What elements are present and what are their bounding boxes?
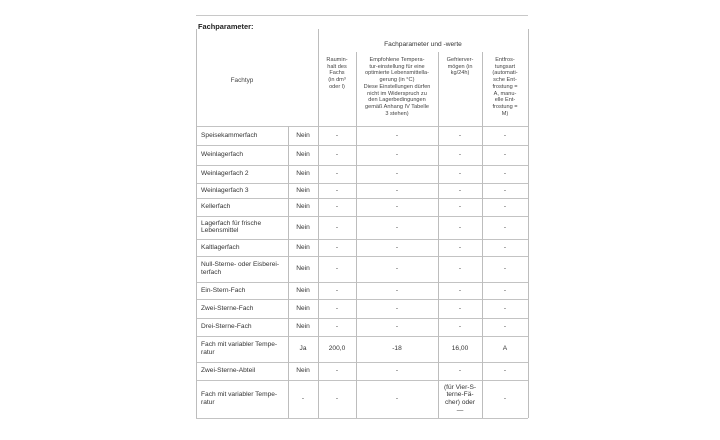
- value-line: -: [395, 286, 399, 294]
- column-header-abtau: [482, 57, 528, 117]
- value-cell: [356, 132, 438, 140]
- row-name: [201, 187, 287, 195]
- row-name-line: terfach: [201, 268, 222, 276]
- row-name-line: Lagerfach für frische: [201, 219, 262, 227]
- row-divider: [196, 126, 528, 127]
- row-divider: [196, 198, 528, 199]
- row-name-line: Kaltlagerfach: [201, 243, 240, 251]
- value-cell: [482, 367, 528, 375]
- value-cell: [318, 287, 356, 295]
- column-header-line: optimierte Lebensmittella-: [364, 70, 430, 77]
- present-cell: Nein: [296, 243, 310, 251]
- col-divider: [196, 29, 197, 418]
- row-name: [201, 391, 287, 406]
- value-cell: [318, 244, 356, 252]
- value-line: terne-Fä-: [446, 391, 474, 399]
- row-divider: [196, 418, 528, 419]
- present-cell: Nein: [296, 203, 310, 211]
- value-cell: [356, 323, 438, 331]
- row-name: [201, 203, 287, 211]
- present-cell: Nein: [296, 265, 310, 273]
- row-divider: [196, 282, 528, 283]
- value-cell: [438, 345, 482, 353]
- row-name: [201, 132, 287, 140]
- row-name: [201, 323, 287, 331]
- value-cell: [318, 323, 356, 331]
- value-cell: [356, 203, 438, 211]
- column-header-line: frostung =: [492, 83, 518, 90]
- present-cell: Nein: [296, 186, 310, 194]
- present-cell: Nein: [296, 151, 310, 159]
- value-line: -: [395, 151, 399, 159]
- value-line: -: [503, 304, 507, 312]
- value-cell: [356, 345, 438, 353]
- value-cell: [356, 151, 438, 159]
- row-name: [201, 305, 287, 313]
- value-cell: [438, 244, 482, 252]
- row-divider: [196, 336, 528, 337]
- column-header-line: den Lagerbedingungen: [368, 97, 426, 104]
- value-cell: [438, 203, 482, 211]
- row-divider: [196, 183, 528, 184]
- value-line: -: [503, 243, 507, 251]
- value-cell: [318, 187, 356, 195]
- value-line: -: [503, 395, 507, 403]
- value-cell: [318, 395, 356, 403]
- value-line: -: [335, 223, 339, 231]
- value-cell: [318, 224, 356, 232]
- value-line: -: [335, 395, 339, 403]
- col-divider: [356, 52, 357, 418]
- value-cell: [482, 287, 528, 295]
- column-header-line: (in dm³: [328, 77, 346, 84]
- value-line: -: [335, 304, 339, 312]
- column-header-line: Empfohlene Tempera-: [369, 57, 425, 63]
- value-cell: [356, 395, 438, 403]
- row-divider: [196, 239, 528, 240]
- value-cell: [356, 244, 438, 252]
- row-name-line: Null-Sterne- oder Eisberei-: [201, 261, 280, 269]
- value-line: -: [503, 203, 507, 211]
- value-line: -: [335, 265, 339, 273]
- row-divider: [196, 256, 528, 257]
- column-header-line: tungsart: [494, 63, 516, 70]
- value-line: -: [395, 265, 399, 273]
- top-rule: [196, 15, 528, 16]
- row-name: [201, 151, 287, 159]
- present-cell: -: [301, 395, 305, 403]
- row-name: [201, 341, 287, 356]
- value-line: -: [503, 323, 507, 331]
- present-cell: Nein: [296, 131, 310, 139]
- value-cell: [482, 323, 528, 331]
- value-line: -: [458, 367, 462, 375]
- value-cell: [482, 224, 528, 232]
- value-cell: [482, 395, 528, 403]
- row-name: [201, 261, 287, 276]
- value-cell: [318, 170, 356, 178]
- value-line: -: [503, 170, 507, 178]
- row-name-line: Ein-Stern-Fach: [201, 286, 246, 294]
- row-name-line: Weinlagerfach 3: [201, 186, 249, 194]
- column-header-temperatur: [356, 57, 438, 117]
- value-cell: [438, 170, 482, 178]
- value-cell: [438, 265, 482, 273]
- present-cell: Nein: [296, 323, 310, 331]
- value-line: -: [503, 223, 507, 231]
- value-line: -: [335, 170, 339, 178]
- column-header-gefrier: [438, 57, 482, 77]
- value-cell: [318, 345, 356, 353]
- column-header-line: oder l): [329, 83, 345, 90]
- value-cell: [482, 345, 528, 353]
- value-cell: [356, 305, 438, 313]
- row-divider: [196, 362, 528, 363]
- row-divider: [196, 299, 528, 300]
- row-name-line: Zwei-Sterne-Abteil: [201, 367, 256, 375]
- value-line: -: [458, 151, 462, 159]
- column-header-line: sche Ent-: [493, 77, 517, 84]
- value-cell: [482, 132, 528, 140]
- value-line: -: [335, 186, 339, 194]
- value-line: -: [335, 151, 339, 159]
- value-line: -: [335, 131, 339, 139]
- column-header-line: Entfros-: [495, 57, 515, 63]
- value-line: -: [503, 367, 507, 375]
- column-header-line: M): [501, 110, 509, 117]
- value-cell: [438, 323, 482, 331]
- value-cell: [438, 305, 482, 313]
- value-cell: [482, 203, 528, 211]
- row-name-line: Drei-Sterne-Fach: [201, 323, 252, 331]
- row-name: [201, 367, 287, 375]
- value-cell: [482, 244, 528, 252]
- value-line: A: [502, 345, 508, 353]
- row-name-line: Kellerfach: [201, 203, 231, 211]
- col-divider: [482, 52, 483, 418]
- row-name-line: Fach mit variabler Tempe-: [201, 341, 278, 349]
- column-header-rauminhalt: [318, 57, 356, 91]
- row-name: [201, 287, 287, 295]
- present-cell: Nein: [296, 304, 310, 312]
- present-cell: Ja: [299, 345, 307, 353]
- value-cell: [438, 132, 482, 140]
- present-cell: Nein: [296, 286, 310, 294]
- value-cell: [356, 187, 438, 195]
- value-line: (für Vier-S-: [443, 383, 477, 391]
- row-name-line: ratur: [201, 398, 215, 406]
- value-cell: [356, 224, 438, 232]
- row-name-line: Zwei-Sterne-Fach: [201, 304, 254, 312]
- value-line: -: [503, 265, 507, 273]
- value-line: -: [458, 223, 462, 231]
- row-divider: [196, 165, 528, 166]
- value-line: 16,00: [451, 345, 469, 353]
- value-line: -: [395, 203, 399, 211]
- value-cell: [438, 287, 482, 295]
- row-divider: [196, 380, 528, 381]
- value-cell: [482, 151, 528, 159]
- value-cell: [438, 224, 482, 232]
- column-header-line: frostung =: [492, 103, 518, 110]
- column-header-line: tur-einstellung für eine: [369, 63, 425, 70]
- value-cell: [318, 367, 356, 375]
- value-line: -: [458, 170, 462, 178]
- column-header-line: 3 stehen): [385, 110, 409, 117]
- value-line: -: [395, 131, 399, 139]
- fachtyp-header: Fachtyp: [230, 77, 254, 84]
- value-cell: [482, 305, 528, 313]
- column-header-line: kg/24h): [450, 70, 470, 77]
- value-line: -18: [392, 345, 402, 353]
- value-line: -: [395, 395, 399, 403]
- value-line: -: [395, 243, 399, 251]
- value-cell: [356, 287, 438, 295]
- row-name-line: ratur: [201, 348, 215, 356]
- value-line: 200,0: [328, 345, 346, 353]
- column-header-line: mögen (in: [447, 63, 473, 70]
- value-line: -: [503, 186, 507, 194]
- row-name: [201, 244, 287, 252]
- column-header-line: nicht im Widerspruch zu: [367, 90, 427, 97]
- column-header-line: elle Ent-: [494, 97, 516, 104]
- column-header-line: Fachs: [329, 70, 345, 77]
- value-cell: [318, 265, 356, 273]
- value-line: -: [335, 286, 339, 294]
- value-line: -: [458, 323, 462, 331]
- value-line: -: [458, 203, 462, 211]
- row-divider: [196, 318, 528, 319]
- value-line: -: [335, 203, 339, 211]
- column-header-line: (automati-: [492, 70, 518, 77]
- value-line: -: [458, 265, 462, 273]
- value-cell: [318, 203, 356, 211]
- row-divider: [196, 216, 528, 217]
- row-name-line: Speisekammerfach: [201, 131, 258, 139]
- value-cell: [482, 170, 528, 178]
- value-line: —: [456, 406, 464, 414]
- value-line: -: [395, 367, 399, 375]
- value-line: cher) oder: [444, 398, 476, 406]
- col-divider: [528, 29, 529, 418]
- value-cell: [438, 187, 482, 195]
- value-cell: [356, 265, 438, 273]
- present-cell: Nein: [296, 367, 310, 375]
- value-cell: [318, 151, 356, 159]
- value-line: -: [458, 304, 462, 312]
- column-header-line: halt des: [327, 63, 347, 70]
- value-cell: [438, 367, 482, 375]
- row-name-line: Weinlagerfach: [201, 151, 244, 159]
- value-line: -: [395, 323, 399, 331]
- present-cell: Nein: [296, 170, 310, 178]
- column-header-line: A, manu-: [493, 90, 517, 97]
- value-cell: [482, 265, 528, 273]
- row-name: [201, 220, 287, 235]
- section-heading: Fachparameter:: [198, 22, 254, 31]
- present-cell: Nein: [296, 223, 310, 231]
- value-line: -: [395, 304, 399, 312]
- column-header-line: Raumin-: [326, 57, 348, 63]
- row-name-line: Fach mit variabler Tempe-: [201, 391, 278, 399]
- value-line: -: [458, 243, 462, 251]
- row-name: [201, 170, 287, 178]
- row-divider: [196, 145, 528, 146]
- value-line: -: [335, 367, 339, 375]
- value-line: -: [503, 151, 507, 159]
- value-line: -: [335, 243, 339, 251]
- value-cell: [438, 384, 482, 414]
- value-cell: [318, 132, 356, 140]
- value-line: -: [503, 286, 507, 294]
- value-cell: [438, 151, 482, 159]
- value-cell: [318, 305, 356, 313]
- value-cell: [356, 170, 438, 178]
- value-line: -: [395, 223, 399, 231]
- group-header: Fachparameter und -werte: [384, 41, 462, 48]
- column-header-line: gerung (in °C): [379, 77, 415, 84]
- value-cell: [482, 187, 528, 195]
- column-header-line: Diese Einstellungen dürfen: [363, 83, 431, 90]
- column-header-line: gemäß Anhang IV Tabelle: [365, 103, 429, 110]
- value-line: -: [458, 286, 462, 294]
- row-name-line: Weinlagerfach 2: [201, 170, 249, 178]
- value-line: -: [458, 131, 462, 139]
- value-line: -: [395, 186, 399, 194]
- value-cell: [356, 367, 438, 375]
- value-line: -: [335, 323, 339, 331]
- value-line: -: [503, 131, 507, 139]
- row-name-line: Lebensmittel: [201, 227, 239, 235]
- col-divider: [438, 52, 439, 418]
- value-line: -: [395, 170, 399, 178]
- column-header-line: Gefrierver-: [446, 57, 474, 63]
- value-line: -: [458, 186, 462, 194]
